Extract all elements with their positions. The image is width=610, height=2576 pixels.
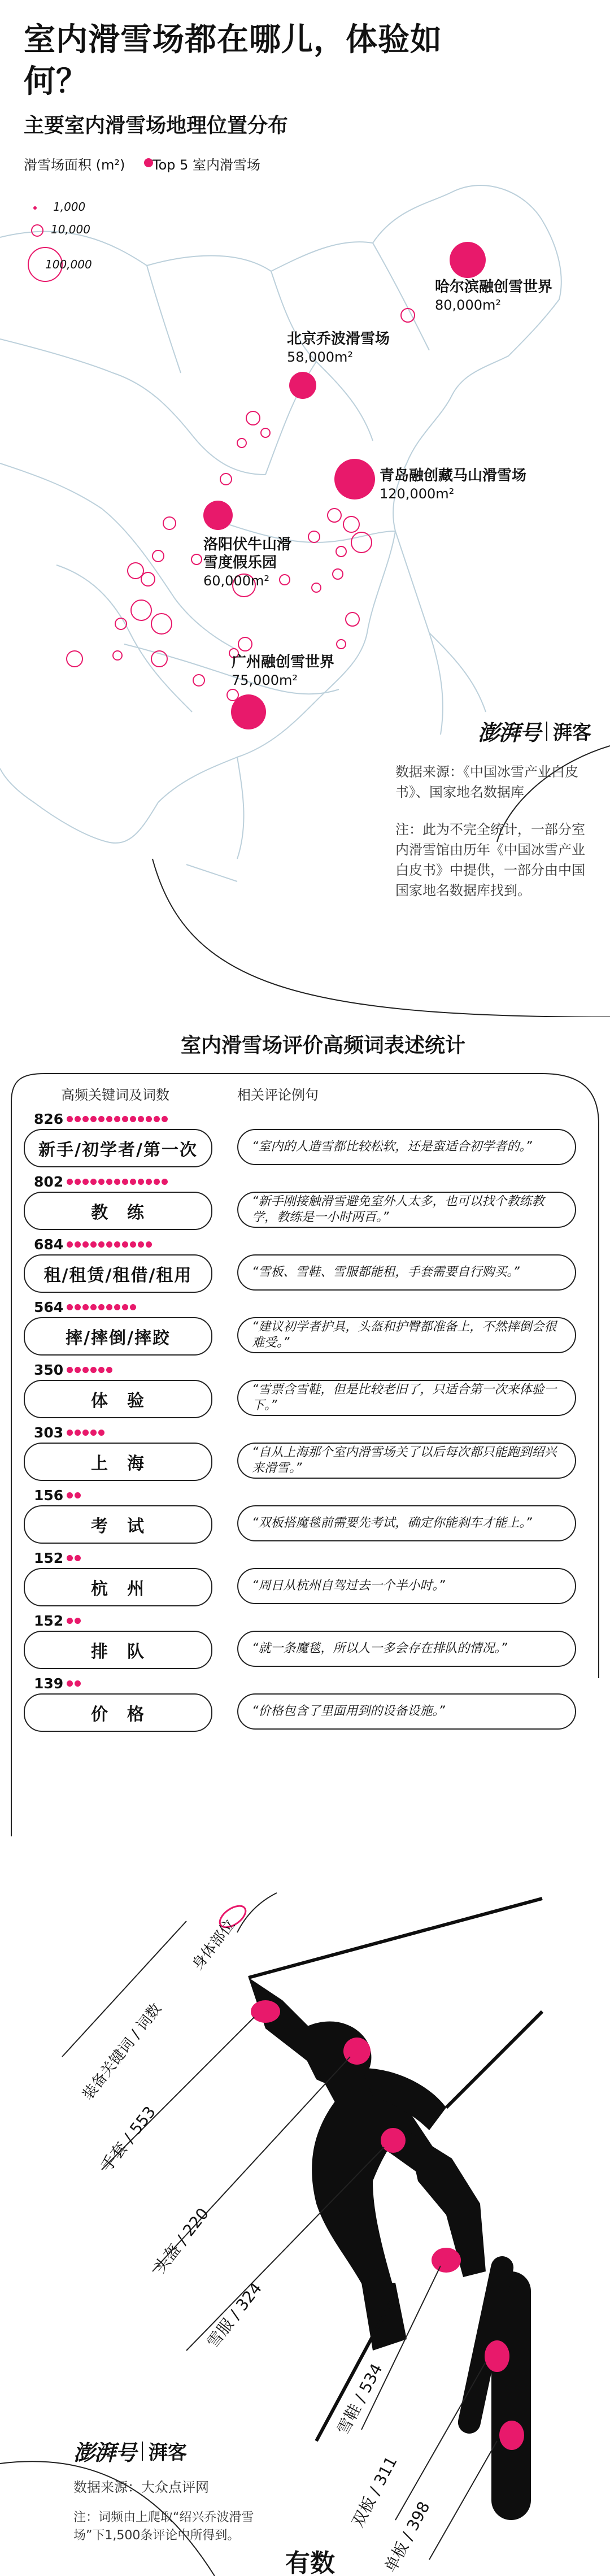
frequency-dot xyxy=(75,1304,81,1310)
frequency-dot xyxy=(82,1179,89,1185)
venue-circle xyxy=(337,640,346,649)
venue-circle xyxy=(346,612,359,626)
venue-circle xyxy=(308,531,320,542)
frequency-dot xyxy=(75,1179,81,1185)
frequency-dot xyxy=(82,1116,89,1122)
keyword-frequency-dots xyxy=(67,1430,104,1436)
frequency-dot xyxy=(114,1241,120,1248)
venue-name: 北京乔波滑雪场 xyxy=(287,331,390,347)
legend-circle-medium xyxy=(32,225,43,236)
frequency-dot xyxy=(90,1430,97,1436)
equipment-label-snowboard: 单板 / 398 xyxy=(381,2498,434,2575)
frequency-dot xyxy=(67,1555,73,1561)
venue-circle xyxy=(193,675,204,686)
keyword-count: 684 xyxy=(34,1236,64,1253)
venue-circle xyxy=(351,532,372,553)
brand-main: 澎湃号 xyxy=(73,2440,137,2465)
frequency-dot xyxy=(67,1367,73,1373)
venue-circle xyxy=(312,583,321,592)
brand-sub: 湃客 xyxy=(553,722,592,744)
marker-snowboard xyxy=(499,2421,524,2450)
frequency-dot xyxy=(146,1241,152,1248)
venue-luoyang xyxy=(203,501,233,530)
venue-circle xyxy=(333,569,343,579)
venue-circle xyxy=(67,651,82,667)
col-head-keywords: 高频关键词及词数 xyxy=(61,1087,169,1103)
legend-size-small: 1,000 xyxy=(53,200,86,214)
keyword-label: 教 练 xyxy=(24,1192,212,1230)
keyword-label: 考 试 xyxy=(24,1505,212,1544)
keyword-count: 303 xyxy=(34,1424,64,1441)
venue-label-beijing xyxy=(287,330,390,366)
equipment-label-gloves: 手套 / 553 xyxy=(97,2102,160,2175)
frequency-dot xyxy=(106,1241,112,1248)
venue-circle xyxy=(401,309,415,322)
venue-circle xyxy=(141,572,155,586)
frequency-dot xyxy=(146,1116,152,1122)
brand-sub: 湃客 xyxy=(149,2442,188,2464)
example-comment: “价格包含了里面用到的设备设施。” xyxy=(237,1693,576,1730)
keyword-label: 排 队 xyxy=(24,1631,212,1669)
frequency-dot xyxy=(75,1116,81,1122)
frequency-dot xyxy=(146,1179,152,1185)
frequency-dot xyxy=(98,1116,104,1122)
venue-harbin xyxy=(450,242,486,278)
legend-area-label: 滑雪场面积 (m²) xyxy=(24,157,125,173)
venue-guangzhou xyxy=(231,694,266,729)
example-comment: “周日从杭州自驾过去一个半小时。” xyxy=(237,1568,576,1604)
example-comment: “雪板、雪鞋、雪服都能租，手套需要自行购买。” xyxy=(237,1254,576,1291)
frequency-dot xyxy=(122,1116,128,1122)
frequency-dot xyxy=(98,1430,104,1436)
example-comment: “建议初学者护具，头盔和护臀都准备上，不然摔倒会很难受。” xyxy=(237,1317,576,1353)
venue-name: 哈尔滨融创雪世界 xyxy=(435,279,553,296)
keyword-count: 802 xyxy=(34,1174,64,1190)
frequency-dot xyxy=(154,1179,160,1185)
frequency-dot xyxy=(154,1116,160,1122)
frequency-dot xyxy=(106,1116,112,1122)
marker-gloves xyxy=(251,2000,280,2023)
venue-area: 120,000m² xyxy=(380,486,455,502)
venue-label-harbin xyxy=(435,278,552,314)
keyword-label: 摔/摔倒/摔跤 xyxy=(24,1317,212,1356)
keyword-count: 564 xyxy=(34,1299,64,1315)
frequency-dot xyxy=(130,1241,136,1248)
frequency-dot xyxy=(75,1618,81,1624)
equipment-axis-label: 装备关键词 / 词数 xyxy=(79,2000,165,2104)
skier-note: 注：词频由上爬取“绍兴乔波滑雪场”下1,500条评论中所得到。 xyxy=(73,2510,254,2543)
example-comment: “雪票含雪鞋，但是比较老旧了，只适合第一次来体验一下。” xyxy=(237,1380,576,1416)
frequency-dot xyxy=(162,1179,168,1185)
venue-circle xyxy=(328,509,341,522)
venue-circle xyxy=(152,550,164,562)
venue-area: 60,000m² xyxy=(203,573,269,589)
frequency-dot xyxy=(75,1430,81,1436)
example-comment: “新手刚接触滑雪避免室外人太多，也可以找个教练教学，教练是一小时两百。” xyxy=(237,1192,576,1228)
keyword-frequency-dots xyxy=(67,1304,136,1310)
example-comment: “就一条魔毯，所以人一多会存在排队的情况。” xyxy=(237,1631,576,1667)
legend-size-large: 100,000 xyxy=(45,258,92,271)
footer-mark: 有数 xyxy=(285,2549,335,2576)
frequency-dot xyxy=(90,1116,97,1122)
equipment-label-ski: 双板 / 311 xyxy=(348,2453,401,2530)
map-section-title: 主要室内滑雪场地理位置分布 xyxy=(24,114,289,137)
keyword-count: 350 xyxy=(34,1362,64,1378)
frequency-dot xyxy=(98,1367,104,1373)
keyword-label: 新手/初学者/第一次 xyxy=(24,1129,212,1167)
brand-divider xyxy=(546,722,547,741)
venue-circle xyxy=(131,600,151,620)
keyword-label: 价 格 xyxy=(24,1693,212,1732)
frequency-dot xyxy=(114,1116,120,1122)
frequency-dot xyxy=(106,1304,112,1310)
equipment-label-helmet: 头盔 / 220 xyxy=(150,2204,213,2277)
venue-circle xyxy=(227,689,238,701)
frequency-dot xyxy=(67,1116,73,1122)
frequency-dot xyxy=(75,1241,81,1248)
venue-label-luoyang xyxy=(203,536,294,590)
frequency-dot xyxy=(122,1241,128,1248)
frequency-dot xyxy=(106,1367,112,1373)
venue-circle xyxy=(261,428,270,437)
frequency-dot xyxy=(98,1179,104,1185)
venue-circle xyxy=(220,474,232,485)
keyword-frequency-dots xyxy=(67,1116,168,1122)
frequency-dot xyxy=(130,1116,136,1122)
equipment-label-suit: 雪服 / 324 xyxy=(203,2279,266,2352)
venue-area: 75,000m² xyxy=(232,672,298,688)
venue-circle xyxy=(336,546,346,557)
venue-circle xyxy=(151,614,172,634)
brand-divider xyxy=(142,2442,143,2461)
legend-circle-small xyxy=(33,206,37,210)
legend-top5-swatch xyxy=(144,158,153,167)
frequency-dot xyxy=(90,1304,97,1310)
frequency-dot xyxy=(138,1179,144,1185)
frequency-dot xyxy=(82,1367,89,1373)
venue-circle xyxy=(238,637,252,651)
legend-top5-label: Top 5 室内滑雪场 xyxy=(152,157,261,173)
keyword-frequency-dots xyxy=(67,1618,81,1624)
map-note: 注：此为不完全统计，一部分室内滑雪馆由历年《中国冰雪产业白皮书》中提供，一部分由中国国家地名数据库找到。 xyxy=(395,822,585,898)
example-comment: “双板搭魔毯前需要先考试，确定你能刹车才能上。” xyxy=(237,1505,576,1541)
frequency-dot xyxy=(90,1179,97,1185)
venue-name: 洛阳伏牛山滑雪度假乐园 xyxy=(203,536,292,571)
keyword-frequency-dots xyxy=(67,1492,81,1498)
keyword-count: 826 xyxy=(34,1111,64,1127)
frequency-dot xyxy=(122,1179,128,1185)
venue-circle xyxy=(128,563,143,579)
col-head-examples: 相关评论例句 xyxy=(237,1087,319,1103)
keyword-frequency-dots xyxy=(67,1680,81,1687)
keyword-count: 156 xyxy=(34,1487,64,1504)
frequency-dot xyxy=(98,1304,104,1310)
frequency-dot xyxy=(75,1367,81,1373)
example-comment: “室内的人造雪都比较松软，还是蛮适合初学者的。” xyxy=(237,1129,576,1165)
frequency-dot xyxy=(82,1241,89,1248)
frequency-dot xyxy=(75,1555,81,1561)
venue-name: 青岛融创藏马山滑雪场 xyxy=(380,467,527,484)
marker-boots xyxy=(432,2248,461,2273)
keyword-count: 152 xyxy=(34,1613,64,1629)
frequency-dot xyxy=(75,1680,81,1687)
venue-circle xyxy=(343,516,359,532)
venue-circle xyxy=(113,651,122,660)
venue-circle xyxy=(237,438,246,448)
venue-name: 广州融创雪世界 xyxy=(232,654,335,671)
axis-line xyxy=(237,1893,277,1932)
frequency-dot xyxy=(67,1304,73,1310)
brand-logo xyxy=(478,715,591,746)
frequency-dot xyxy=(138,1241,144,1248)
example-comment: “自从上海那个室内滑雪场关了以后每次都只能跑到绍兴来滑雪。” xyxy=(237,1443,576,1479)
keyword-label: 上 海 xyxy=(24,1443,212,1481)
frequency-dot xyxy=(75,1492,81,1498)
venue-circle xyxy=(191,554,202,564)
frequency-dot xyxy=(67,1492,73,1498)
frequency-dot xyxy=(67,1618,73,1624)
frequency-dot xyxy=(82,1304,89,1310)
frequency-dot xyxy=(67,1179,73,1185)
venue-circle xyxy=(246,411,260,425)
frequency-dot xyxy=(106,1179,112,1185)
map-source: 数据来源：《中国冰雪产业白皮书》、国家地名数据库 xyxy=(395,764,578,800)
venue-area: 80,000m² xyxy=(435,297,501,313)
venue-circle xyxy=(163,517,176,529)
marker-ski xyxy=(485,2340,509,2372)
frequency-dot xyxy=(114,1304,120,1310)
keyword-label: 体 验 xyxy=(24,1380,212,1418)
equipment-label-boots: 雪鞋 / 534 xyxy=(333,2360,386,2438)
skier-source: 数据来源：大众点评网 xyxy=(73,2479,209,2495)
keyword-frequency-dots xyxy=(67,1367,112,1373)
keyword-frequency-dots xyxy=(67,1241,152,1248)
frequency-dot xyxy=(67,1680,73,1687)
frequency-dot xyxy=(114,1179,120,1185)
frequency-dot xyxy=(130,1179,136,1185)
frequency-dot xyxy=(90,1241,97,1248)
frequency-dot xyxy=(130,1304,136,1310)
frequency-dot xyxy=(138,1116,144,1122)
keyword-count: 139 xyxy=(34,1675,64,1692)
keyword-count: 152 xyxy=(34,1550,64,1566)
venue-label-qingdao xyxy=(380,467,526,503)
frequency-dot xyxy=(67,1241,73,1248)
venue-beijing xyxy=(289,372,316,399)
review-section-title: 室内滑雪场评价高频词表述统计 xyxy=(181,1034,466,1057)
skier-illustration xyxy=(0,1865,610,2576)
frequency-dot xyxy=(162,1116,168,1122)
keyword-frequency-dots xyxy=(67,1555,81,1561)
venue-area: 58,000m² xyxy=(287,349,353,365)
frequency-dot xyxy=(82,1430,89,1436)
keyword-frequency-dots xyxy=(67,1179,168,1185)
legend-size-medium: 10,000 xyxy=(51,223,90,236)
frequency-dot xyxy=(122,1304,128,1310)
keyword-label: 杭 州 xyxy=(24,1568,212,1606)
frequency-dot xyxy=(67,1430,73,1436)
brand-main: 澎湃号 xyxy=(478,720,541,745)
page-title: 室内滑雪场都在哪儿，体验如何？ xyxy=(24,21,442,100)
bodypart-axis-label: 身体部位 xyxy=(189,1916,239,1974)
keyword-label: 租/租赁/租借/租用 xyxy=(24,1254,212,1293)
venue-qingdao xyxy=(334,459,375,499)
brand-logo-2 xyxy=(73,2435,187,2466)
marker-suit xyxy=(381,2128,406,2153)
frequency-dot xyxy=(90,1367,97,1373)
venue-label-guangzhou xyxy=(232,653,334,689)
frequency-dot xyxy=(98,1241,104,1248)
marker-helmet xyxy=(343,2038,371,2065)
small-venues xyxy=(67,309,415,701)
